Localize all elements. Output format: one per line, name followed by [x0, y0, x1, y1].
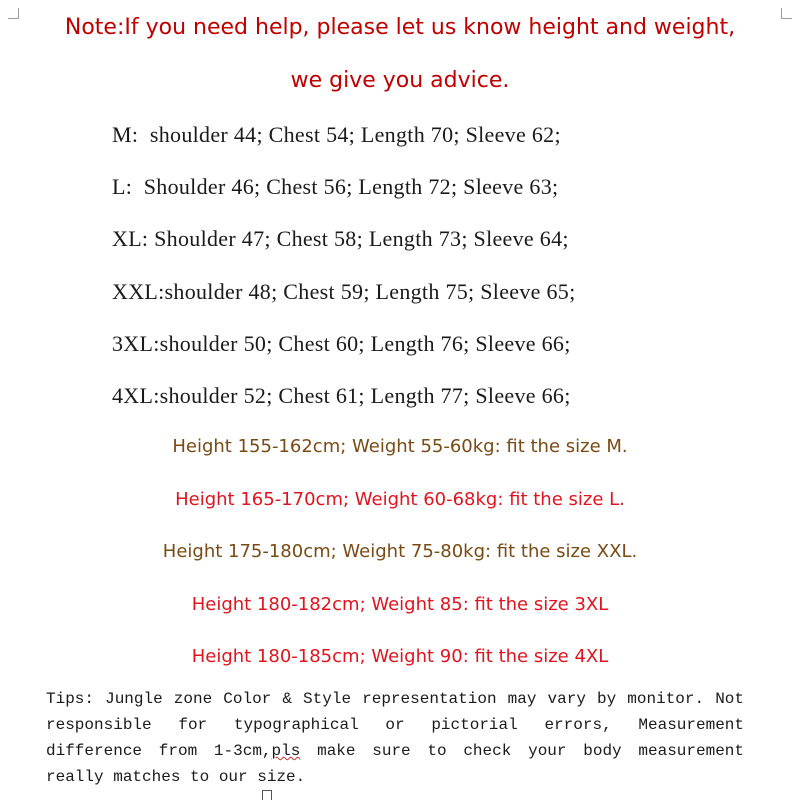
tips-paragraph: [46, 686, 744, 790]
fit-line-l: Height 165-170cm; Weight 60-68kg: fit the size L.: [175, 489, 625, 510]
spellcheck-flagged-word: pls: [271, 742, 301, 760]
size-row-l: L: Shoulder 46; Chest 56; Length 72; Sleeve 63;: [112, 174, 559, 199]
fit-line-4xl: Height 180-185cm; Weight 90: fit the size 4XL: [191, 646, 609, 667]
size-row-3xl: 3XL:shoulder 50; Chest 60; Length 76; Sleeve 66;: [112, 331, 571, 356]
note-line-1: Note:If you need help, please let us know height and weight,: [64, 15, 736, 40]
fit-line-xxl: Height 175-180cm; Weight 75-80kg: fit the size XXL.: [162, 541, 638, 562]
size-row-xxl: XXL:shoulder 48; Chest 59; Length 75; Sleeve 65;: [112, 279, 576, 304]
size-row-m: M: shoulder 44; Chest 54; Length 70; Sleeve 62;: [112, 122, 561, 147]
tips-text-after: make sure to check your body measurement really matches to our size.: [46, 742, 745, 786]
tips-text-before: Tips: Jungle zone Color & Style representation may vary by monitor. Not responsible for typographical or pictorial errors, Measurement difference from 1-3cm,: [46, 690, 744, 760]
note-line-2: we give you advice.: [290, 68, 510, 93]
clipboard-icon: [262, 790, 272, 800]
size-row-4xl: 4XL:shoulder 52; Chest 61; Length 77; Sleeve 66;: [112, 383, 571, 408]
size-row-xl: XL: Shoulder 47; Chest 58; Length 73; Sleeve 64;: [112, 226, 569, 251]
fit-line-3xl: Height 180-182cm; Weight 85: fit the size 3XL: [191, 594, 609, 615]
fit-line-m: Height 155-162cm; Weight 55-60kg: fit the size M.: [172, 436, 628, 457]
